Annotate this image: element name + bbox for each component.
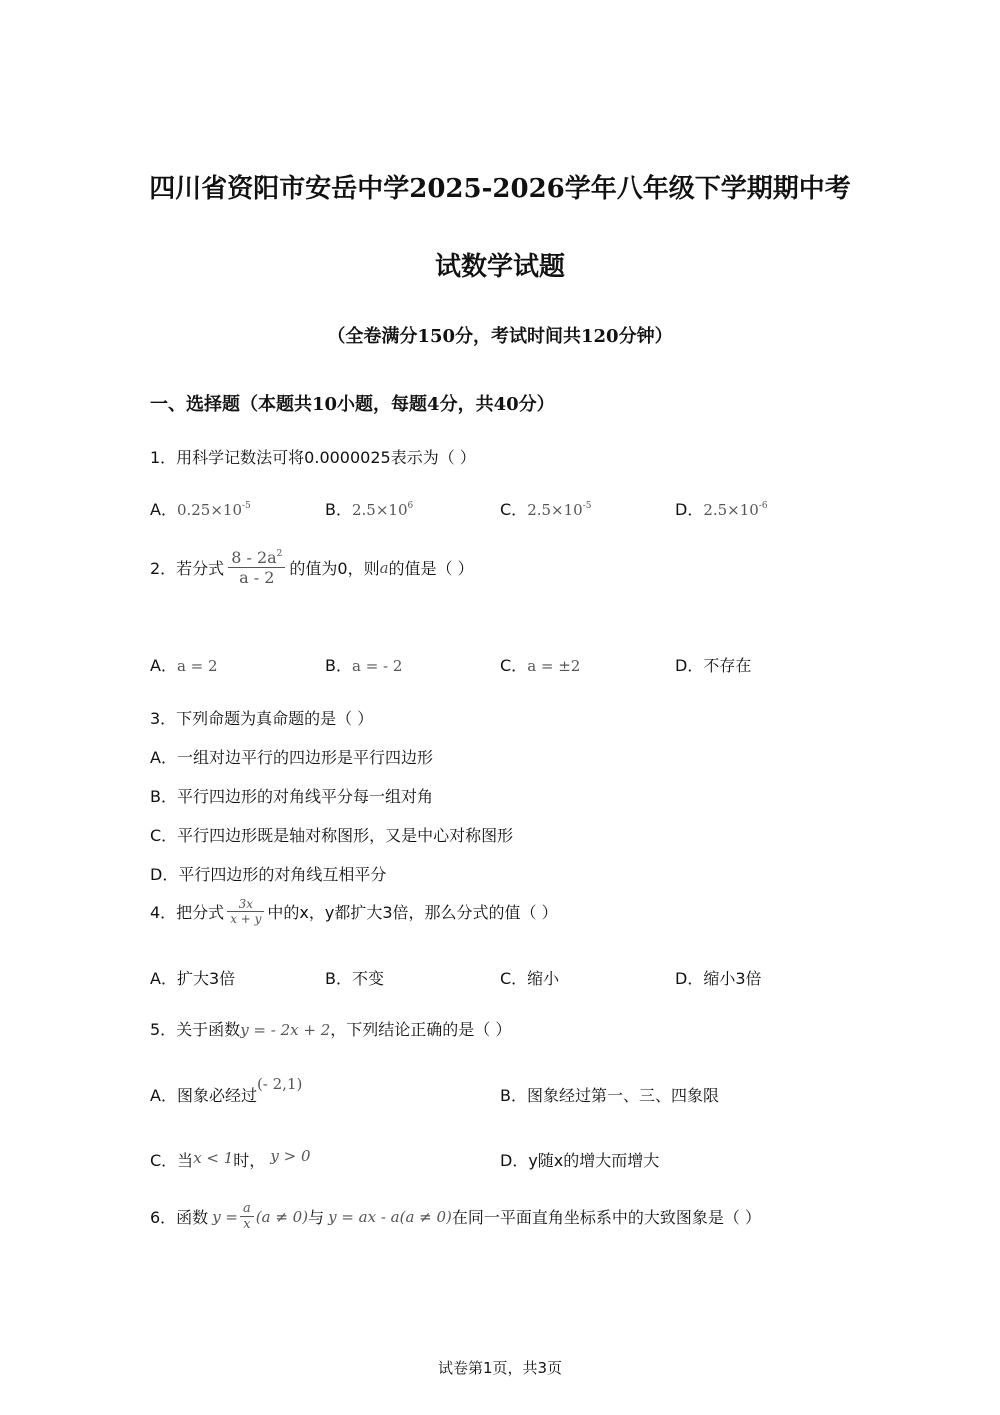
question-5-option-a: A．图象必经过(- 2,1)	[150, 1075, 303, 1105]
page-title-line-1: 四川省资阳市安岳中学2025-2026学年八年级下学期期中考	[149, 174, 851, 204]
question-6-fraction: $\frac{a}{x}$	[240, 1201, 254, 1232]
question-4-option-d: D．缩小3倍	[675, 969, 762, 988]
page-footer: 试卷第1页，共3页	[437, 1359, 563, 1377]
question-6-stem: 6．函数 y = $\frac{a}{x}$ (a ≠ 0) 与 y = ax - a (a ≠ 0) 在同一平面直角坐标系中的大致图象是（ ）	[150, 1201, 761, 1232]
question-3-option-d: D．平行四边形的对角线互相平分	[150, 865, 387, 884]
question-4-stem: 4．把分式 $\frac{3x}{x + y}$ 中的x，y都扩大3倍，那么分式的值（ ）	[150, 897, 558, 926]
exam-info-subtitle: （全卷满分150分，考试时间共120分钟）	[327, 326, 673, 347]
question-2-option-d: D．不存在	[675, 656, 752, 675]
question-2-fraction: $\frac{8 - 2a^2}{a - 2}$	[228, 548, 285, 587]
section-heading-choice: 一、选择题（本题共10小题，每题4分，共40分）	[150, 394, 555, 415]
question-2-option-b: B．a = - 2	[325, 656, 403, 675]
question-3-option-a: A．一组对边平行的四边形是平行四边形	[150, 748, 433, 767]
question-2-stem: 2．若分式 $\frac{8 - 2a^2}{a - 2}$ 的值为0，则 a 的值是（ ）	[150, 548, 474, 587]
question-1-option-a: A．$0.25\times 10^{-5}$	[150, 500, 251, 519]
question-1-option-b: B．$2.5\times 10^6$	[325, 500, 414, 519]
question-1-option-d: D．$2.5\times 10^{-6}$	[675, 500, 768, 519]
question-4-fraction: $\frac{3x}{x + y}$	[227, 897, 264, 926]
question-1-stem: 1．用科学记数法可将0.0000025表示为（ ）	[150, 448, 476, 467]
question-3-option-b: B．平行四边形的对角线平分每一组对角	[150, 787, 433, 806]
page-title-line-2: 试数学试题	[434, 252, 565, 282]
question-5-option-c: C．当x < 1时， y > 0	[150, 1147, 311, 1170]
question-5-stem: 5．关于函数y = - 2x + 2，下列结论正确的是（ ）	[150, 1020, 512, 1039]
question-2-option-a: A．a = 2	[150, 656, 218, 675]
question-2-option-c: C．a = ±2	[500, 656, 581, 675]
question-4-option-a: A．扩大3倍	[150, 969, 236, 988]
question-5-option-b: B．图象经过第一、三、四象限	[500, 1086, 719, 1105]
question-5-option-d: D．y随x的增大而增大	[500, 1151, 660, 1170]
question-3-option-c: C．平行四边形既是轴对称图形，又是中心对称图形	[150, 826, 514, 845]
question-3-stem: 3．下列命题为真命题的是（ ）	[150, 709, 374, 728]
question-1-option-c: C．$2.5\times 10^{-5}$	[500, 500, 592, 519]
question-4-option-b: B．不变	[325, 969, 384, 988]
question-4-option-c: C．缩小	[500, 969, 560, 988]
